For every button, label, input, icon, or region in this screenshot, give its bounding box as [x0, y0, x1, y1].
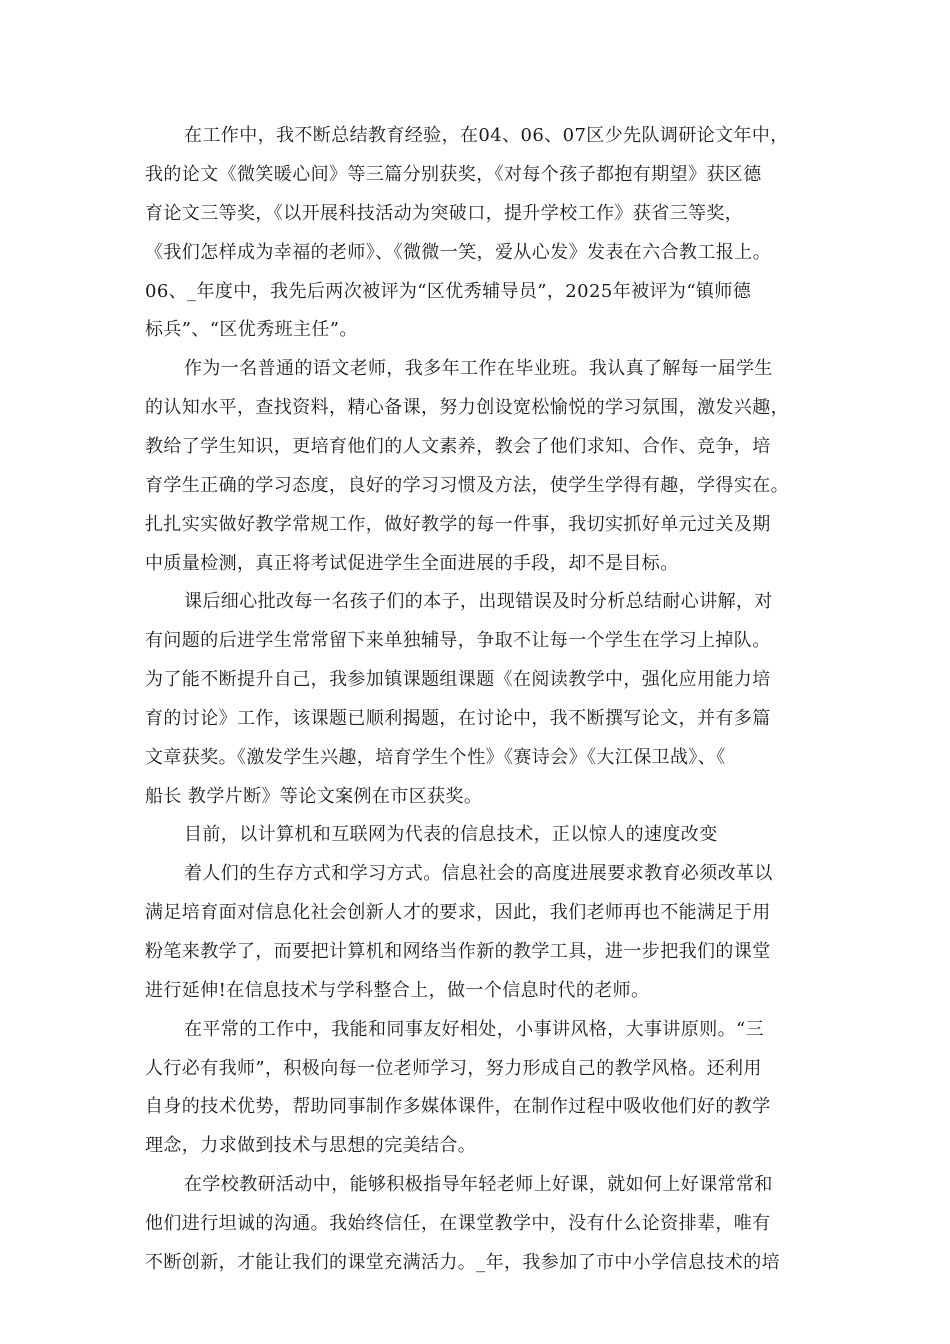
- text-line: 在学校教研活动中，能够积极指导年轻老师上好课，就如何上好课常常和: [184, 1174, 773, 1195]
- text-line: 有问题的后进学生常常留下来单独辅导，争取不让每一个学生在学习上掉队。: [145, 630, 771, 651]
- text-line: 扎扎实实做好教学常规工作，做好教学的每一件事，我切实抓好单元过关及期: [145, 514, 771, 535]
- text-line: 进行延伸!在信息技术与学科整合上，做一个信息时代的老师。: [145, 980, 650, 1001]
- text-line: 在工作中，我不断总结教育经验，在04、06、07区少先队调研论文年中，: [184, 125, 789, 146]
- text-line: 育的讨论》工作，该课题已顺利揭题，在讨论中，我不断撰写论文，并有多篇: [145, 708, 771, 729]
- text-line: 的认知水平，查找资料，精心备课，努力创设宽松愉悦的学习氛围，激发兴趣，: [145, 397, 789, 418]
- text-line: 他们进行坦诚的沟通。我始终信任，在课堂教学中，没有什么论资排辈，唯有: [145, 1213, 771, 1234]
- text-line: 为了能不断提升自己，我参加镇课题组课题《在阅读教学中，强化应用能力培: [145, 669, 771, 690]
- text-line: 06、_年度中，我先后两次被评为“区优秀辅导员”，2025年被评为“镇师德: [145, 281, 752, 302]
- text-line: 自身的技术优势，帮助同事制作多媒体课件，在制作过程中吸收他们好的教学: [145, 1096, 771, 1117]
- text-line: 标兵”、“区优秀班主任”。: [145, 319, 358, 340]
- text-line: 满足培育面对信息化社会创新人才的要求，因此，我们老师再也不能满足于用: [145, 902, 771, 923]
- text-line: 目前，以计算机和互联网为代表的信息技术，正以惊人的速度改变: [184, 824, 718, 845]
- text-line: 课后细心批改每一名孩子们的本子，出现错误及时分析总结耐心讲解，对: [184, 591, 773, 612]
- text-line: 教给了学生知识，更培育他们的人文素养，教会了他们求知、合作、竞争，培: [145, 436, 771, 457]
- text-line: 文章获奖。《激发学生兴趣，培育学生个性》《赛诗会》《大江保卫战》、《: [145, 747, 726, 768]
- text-line: 作为一名普通的语文老师，我多年工作在毕业班。我认真了解每一届学生: [184, 358, 773, 379]
- text-line: 不断创新，才能让我们的课堂充满活力。_年，我参加了市中小学信息技术的培: [145, 1252, 780, 1273]
- text-line: 中质量检测，真正将考试促进学生全面进展的手段，却不是目标。: [145, 553, 679, 574]
- text-line: 粉笔来教学了，而要把计算机和网络当作新的教学工具，进一步把我们的课堂: [145, 941, 771, 962]
- text-line: 理念，力求做到技术与思想的完美结合。: [145, 1135, 477, 1156]
- text-line: 人行必有我师”，积极向每一位老师学习，努力形成自己的教学风格。还利用: [145, 1058, 762, 1079]
- text-line: 着人们的生存方式和学习方式。信息社会的高度进展要求教育必须改革以: [184, 863, 773, 884]
- text-line: 《我们怎样成为幸福的老师》、《微微一笑，爱从心发》发表在六合教工报上。: [145, 242, 771, 263]
- text-line: 在平常的工作中，我能和同事友好相处，小事讲风格，大事讲原则。“三: [184, 1019, 764, 1040]
- text-line: 我的论文《微笑暖心间》等三篇分别获奖，《对每个孩子都抱有期望》获区德: [145, 164, 762, 185]
- text-line: 船长 教学片断》等论文案例在市区获奖。: [145, 786, 483, 807]
- text-line: 育学生正确的学习态度，良好的学习习惯及方法，使学生学得有趣，学得实在。: [145, 475, 789, 496]
- text-line: 育论文三等奖，《以开展科技活动为突破口，提升学校工作》获省三等奖，: [145, 203, 744, 224]
